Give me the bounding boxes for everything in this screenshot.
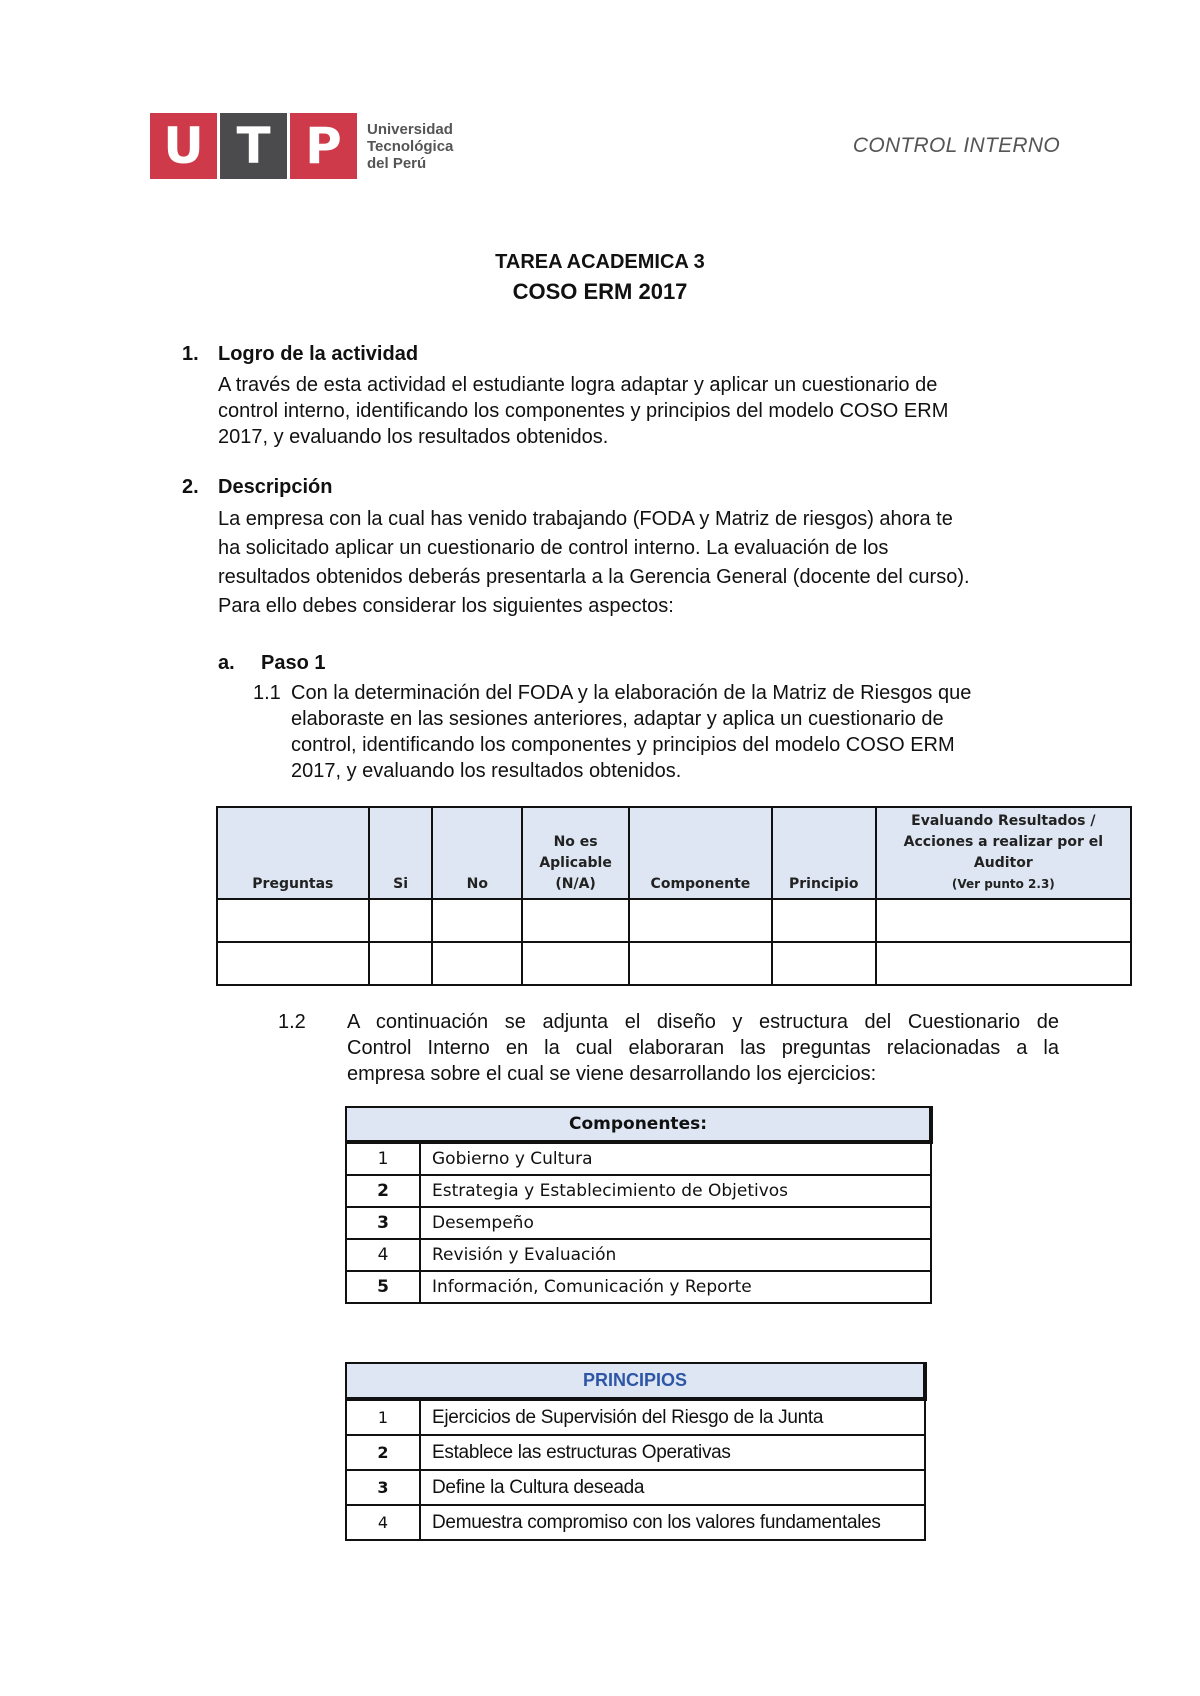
table-row (346, 1207, 931, 1239)
logo-letter-t: T (220, 113, 287, 179)
table-cell[interactable] (629, 942, 772, 985)
text-line: control, identificando los componentes y principios del modelo COSO ERM (291, 734, 955, 756)
text-line: La empresa con la cual has venido trabajando (FODA y Matriz de riesgos) ahora te (218, 508, 953, 530)
header-line: No es (553, 834, 598, 850)
table-cell[interactable] (876, 942, 1131, 985)
component-name: Revisión y Evaluación (420, 1239, 931, 1271)
utp-logo (150, 113, 453, 179)
components-table (345, 1106, 933, 1304)
component-name: Gobierno y Cultura (420, 1142, 931, 1175)
header-no: No (432, 807, 522, 899)
text-line: elaboraste en las sesiones anteriores, adaptar y aplica un cuestionario de (291, 708, 944, 730)
table-row (346, 1142, 931, 1175)
table-cell[interactable] (369, 899, 433, 942)
text-line: A través de esta actividad el estudiante logra adaptar y aplicar un cuestionario de (218, 374, 938, 396)
table-row (346, 1435, 925, 1470)
table-row (346, 1239, 931, 1271)
table-cell[interactable] (876, 899, 1131, 942)
row-number: 5 (346, 1271, 420, 1303)
table-row (346, 1271, 931, 1303)
header-line: Evaluando Resultados / (911, 813, 1096, 829)
section2-body (218, 505, 970, 621)
table-cell[interactable] (772, 942, 876, 985)
item-1-2-number: 1.2 (278, 1011, 306, 1033)
text-line: Control Interno en la cual elaboraran las preguntas relacionadas a la (347, 1037, 1059, 1059)
logo-text-line: Tecnológica (367, 137, 454, 155)
principle-name: Demuestra compromiso con los valores fundamentales (420, 1505, 925, 1540)
text-line: Con la determinación del FODA y la elaboración de la Matriz de Riesgos que (291, 682, 972, 704)
document-subtitle: COSO ERM 2017 (512, 279, 688, 304)
table-cell[interactable] (217, 899, 369, 942)
header-line: (N/A) (555, 876, 596, 892)
table-row (346, 1175, 931, 1207)
text-line: resultados obtenidos deberás presentarla a la Gerencia General (docente del curso). (218, 566, 970, 588)
header-course-label: CONTROL INTERNO (852, 134, 1060, 157)
text-line: 2017, y evaluando los resultados obtenidos. (291, 760, 682, 782)
table-cell[interactable] (522, 899, 629, 942)
row-number: 3 (346, 1207, 420, 1239)
table-row (346, 1505, 925, 1540)
text-line: Para ello debes considerar los siguientes aspectos: (218, 595, 674, 617)
principle-name: Ejercicios de Supervisión del Riesgo de la Junta (420, 1399, 925, 1435)
logo-letter-u: U (150, 113, 217, 179)
item-1-1-number: 1.1 (253, 682, 281, 704)
table-cell[interactable] (217, 942, 369, 985)
row-number: 1 (346, 1399, 420, 1435)
row-number: 4 (346, 1505, 420, 1540)
section2-heading: Descripción (218, 476, 333, 498)
table-cell[interactable] (369, 942, 433, 985)
principle-name: Establece las estructuras Operativas (420, 1435, 925, 1470)
logo-university-name (367, 113, 453, 179)
table-header-row (217, 807, 1131, 899)
principles-table (345, 1362, 927, 1541)
questionnaire-table (216, 806, 1132, 986)
header-componente: Componente (629, 807, 772, 899)
components-header: Componentes: (346, 1107, 931, 1142)
text-line: A continuación se adjunta el diseño y estructura del Cuestionario de (347, 1011, 1059, 1033)
table-row (217, 899, 1131, 942)
row-number: 4 (346, 1239, 420, 1271)
component-name: Estrategia y Establecimiento de Objetivos (420, 1175, 931, 1207)
principles-header: PRINCIPIOS (346, 1363, 925, 1399)
table-cell[interactable] (522, 942, 629, 985)
text-line: empresa sobre el cual se viene desarrollando los ejercicios: (347, 1063, 877, 1085)
table-header-row (346, 1107, 931, 1142)
row-number: 3 (346, 1470, 420, 1505)
section1-body (218, 372, 948, 450)
principle-name: Define la Cultura deseada (420, 1470, 925, 1505)
component-name: Desempeño (420, 1207, 931, 1239)
header-line: Acciones a realizar por el (903, 834, 1104, 850)
table-cell[interactable] (772, 899, 876, 942)
step-letter: a. (218, 652, 235, 674)
header-line: Auditor (973, 855, 1033, 871)
item-1-1-body (291, 680, 971, 784)
text-line: control interno, identificando los componentes y principios del modelo COSO ERM (218, 400, 949, 422)
section2-number: 2. (182, 476, 199, 498)
section1-number: 1. (182, 343, 199, 365)
row-number: 2 (346, 1435, 420, 1470)
document-title: TAREA ACADEMICA 3 (495, 251, 705, 273)
header-preguntas: Preguntas (217, 807, 369, 899)
header-line: Aplicable (539, 855, 612, 871)
table-cell[interactable] (629, 899, 772, 942)
row-number: 2 (346, 1175, 420, 1207)
header-si: Si (369, 807, 433, 899)
header-evaluando-resultados (876, 807, 1131, 899)
table-row (346, 1399, 925, 1435)
header-no-aplicable (522, 807, 629, 899)
logo-text-line: Universidad (367, 120, 453, 138)
component-name: Información, Comunicación y Reporte (420, 1271, 931, 1303)
item-1-2-body (347, 1009, 1059, 1087)
table-row (346, 1470, 925, 1505)
logo-letter-p: P (290, 113, 357, 179)
row-number: 1 (346, 1142, 420, 1175)
text-line: 2017, y evaluando los resultados obtenidos. (218, 426, 609, 448)
logo-text-line: del Perú (367, 154, 427, 172)
table-cell[interactable] (432, 942, 522, 985)
table-cell[interactable] (432, 899, 522, 942)
table-row (217, 942, 1131, 985)
table-header-row (346, 1363, 925, 1399)
section1-heading: Logro de la actividad (218, 343, 419, 365)
step-heading: Paso 1 (261, 652, 326, 674)
header-note: (Ver punto 2.3) (951, 877, 1055, 891)
header-principio: Principio (772, 807, 876, 899)
text-line: ha solicitado aplicar un cuestionario de control interno. La evaluación de los (218, 537, 889, 559)
